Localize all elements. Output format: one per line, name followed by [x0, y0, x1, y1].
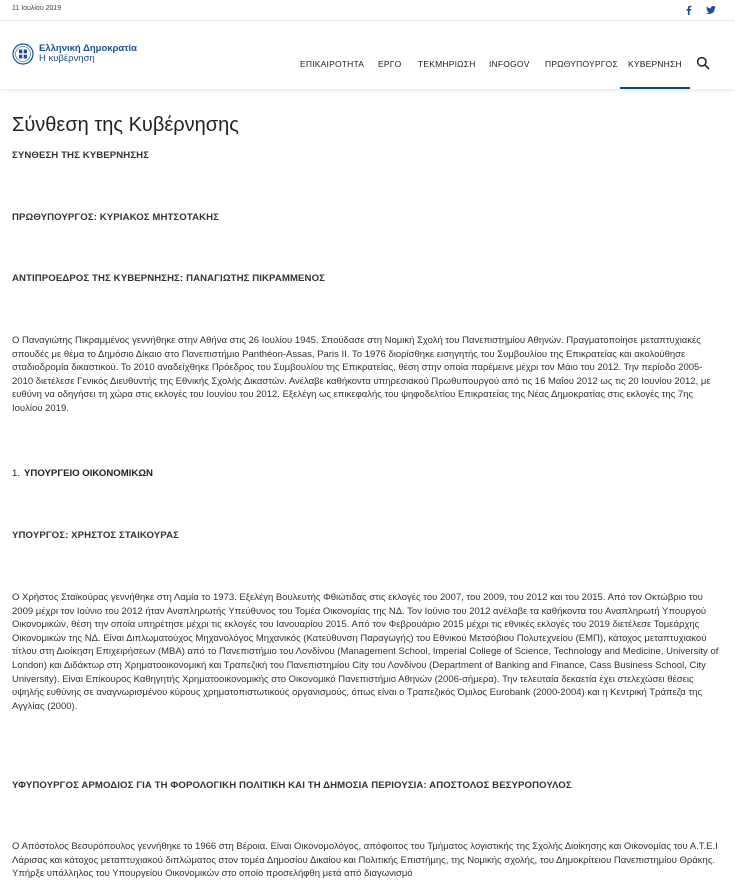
site-logo[interactable]: [12, 43, 137, 65]
nav-item-kyvernisi[interactable]: ΚΥΒΕΡΝΗΣΗ: [628, 59, 682, 69]
nav-item-prothypourgos[interactable]: ΠΡΩΘΥΠΟΥΡΓΟΣ: [545, 59, 618, 69]
current-date: 11 Ιουλίου 2019: [12, 5, 62, 12]
bio-vice-president: Ο Παναγιώτης Πικραμμένος γεννήθηκε στην Αθήνα στις 26 Ιουλίου 1945. Σπούδασε στη Νομική Σχολή του Πανεπιστημίου Αθηνών. Πραγματοποίησε μεταπτυχιακές σπουδές με θέμα το Δημόσιο Δίκαιο στο Πανεπιστήμιο Panthéon-Assas, Paris II. Το 1976 διορίσθηκε εισηγητής του Συμβουλίου της Επικρατείας και ακολούθησε σταδιοδρομία δικαστικού. Το 2010 αναδείχθηκε Πρόεδρος του Συμβουλίου της Επικρατείας, θέση στην οποία παρέμεινε μέχρι τον Μάιο του 2012. Την περίοδο 2005-2010 διετέλεσε Γενικός Διευθυντής της Εθνικής Σχολής Δικαστών. Ανέλαβε καθήκοντα υπηρεσιακού Πρωθυπουργού από τις 16 Μαΐου 2012 ως τις 20 Ιουνίου 2012, με ευθύνη να οδηγήσει τη χώρα στις εκλογές του Ιουνίου του 2012. Εξελέγη ως επικεφαλής του ψηφοδελτίου Επικρατείας της Νέας Δημοκρατίας στις εκλογές της 7ης Ιουλίου 2019.: [12, 335, 711, 414]
section-heading-deputy-minister: ΥΦΥΠΟΥΡΓΟΣ ΑΡΜΟΔΙΟΣ ΓΙΑ ΤΗ ΦΟΡΟΛΟΓΙΚΗ ΠΟΛΙΤΙΚΗ ΚΑΙ ΤΗ ΔΗΜΟΣΙΑ ΠΕΡΙΟΥΣΙΑ: ΑΠΟΣΤΟΛΟΣ ΒΕΣΥΡΟΠΟΥΛΟΣ: [12, 780, 572, 791]
bio-minister: Ο Χρήστος Σταϊκούρας γεννήθηκε στη Λαμία το 1973. Εξελέγη Βουλευτής Φθιώτιδας στις εκλογές του 2007, του 2009, του 2012 και του 2015. Από τον Οκτώβριο του 2009 μέχρι τον Ιούνιο του 2012 ήταν Αναπληρωτής Υπεύθυνος του Τομέα Οικονομίας της ΝΔ. Τον Ιούνιο του 2012 ανέλαβε τα καθήκοντα του Αναπληρωτή Υπουργού Οικονομικών, θέση την οποία υπηρέτησε μέχρι τις εκλογές του Ιανουαρίου 2015. Από τον Φεβρουάριο 2015 μέχρι τις εθνικές εκλογές του 2019 διετέλεσε Τομεάρχης Οικονομικών της ΝΔ. Είναι Διπλωματούχος Μηχανολόγος Μηχανικός (Κατεύθυνση Παραγωγής) του Εθνικού Μετσόβιου Πολυτεχνείου (ΕΜΠ), κάτοχος μεταπτυχιακού τίτλου στη Διοίκηση Επιχειρήσεων (MBA) από το Πανεπιστήμιο του Λονδίνου (Management School, Imperial College of Science, Technology and Medicine, University of London) και Διδάκτωρ στη Χρηματοοικονομική και Τραπεζική του Πανεπιστημίου City του Λονδίνου (Department of Banking and Finance, Cass Business School, City University). Είναι Επίκουρος Καθηγητής Χρηματοοικονομικής στο Οικονομικό Πανεπιστήμιο Αθηνών (2006-σήμερα). Την τελευταία δεκαετία έχει στελεχώσει θέσεις υψηλής ευθύνης σε αναγνωρισμένου κύρους χρηματοπιστωτικούς οργανισμούς, όπως είναι ο Τραπεζικός Όμιλος Eurobank (2000-2004) και η Κεντρική Τράπεζα της Αγγλίας (2000).: [12, 592, 719, 712]
twitter-icon[interactable]: [705, 3, 717, 15]
bio-deputy-minister: Ο Απόστολος Βεσυρόπουλος γεννήθηκε το 1966 στη Βέροια. Είναι Οικονομολόγος, απόφοιτος του Τμήματος λογιστικής της Σχολής Διοίκησης και Οικονομίας του Α.Τ.Ε.Ι Λάρισας και κάτοχος μεταπτυχιακού διπλώματος στον τομέα Δημοσίου Δικαίου και Πολιτικής Επιστήμης, της Νομικής σχολής, του Δημοκρίτειου Πανεπιστημίου Θράκης. Υπήρξε υπάλληλος του Υπουργείου Οικονομικών στο οποίο προσελήφθη μετά από διαγωνισμό: [12, 841, 718, 880]
ministry-name: ΥΠΟΥΡΓΕΙΟ ΟΙΚΟΝΟΜΙΚΩΝ: [24, 468, 153, 479]
nav-item-infogov[interactable]: INFOGOV: [489, 59, 530, 69]
emblem-icon: [12, 43, 34, 65]
section-heading-composition: ΣΥΝΘΕΣΗ ΤΗΣ ΚΥΒΕΡΝΗΣΗΣ: [12, 150, 150, 161]
brand-subtitle: Η κυβέρνηση: [39, 53, 95, 64]
ministry-list-item: [12, 468, 153, 479]
section-heading-vice-president: ΑΝΤΙΠΡΟΕΔΡΟΣ ΤΗΣ ΚΥΒΕΡΝΗΣΗΣ: ΠΑΝΑΓΙΩΤΗΣ ΠΙΚΡΑΜΜΕΝΟΣ: [12, 273, 325, 284]
section-heading-minister: ΥΠΟΥΡΓΟΣ: ΧΡΗΣΤΟΣ ΣΤΑΙΚΟΥΡΑΣ: [12, 530, 179, 541]
nav-item-tekmiriosi[interactable]: ΤΕΚΜΗΡΙΩΣΗ: [418, 59, 476, 69]
section-heading-prime-minister: ΠΡΩΘΥΠΟΥΡΓΟΣ: ΚΥΡΙΑΚΟΣ ΜΗΤΣΟΤΑΚΗΣ: [12, 212, 220, 223]
brand-name: Ελληνική Δημοκρατία: [39, 43, 137, 54]
site-header: [0, 21, 735, 89]
facebook-icon[interactable]: [683, 3, 695, 15]
nav-item-ergo[interactable]: ΕΡΓΟ: [378, 59, 402, 69]
top-bar: [0, 0, 735, 21]
search-icon[interactable]: [696, 56, 710, 70]
nav-item-epikairotita[interactable]: ΕΠΙΚΑΙΡΟΤΗΤΑ: [300, 59, 365, 69]
social-links: [683, 3, 717, 15]
ministry-number: 1.: [12, 468, 21, 479]
page-title: Σύνθεση της Κυβέρνησης: [12, 114, 239, 136]
